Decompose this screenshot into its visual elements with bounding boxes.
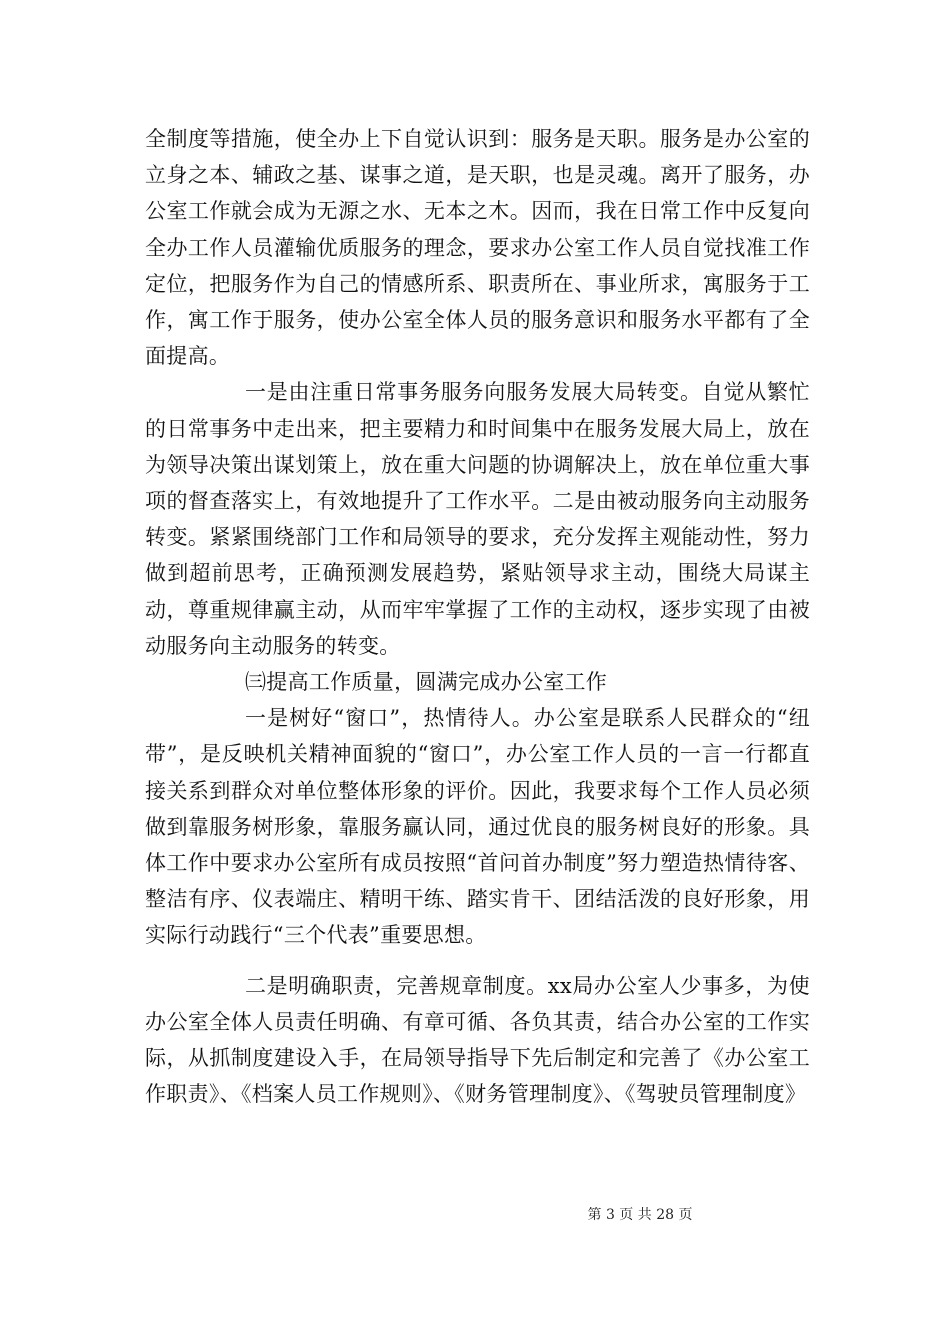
paragraph-service-transformation: 一是由注重日常事务服务向服务发展大局转变。自觉从繁忙的日常事务中走出来，把主要精力和时间集中在服务发展大局上，放在为领导决策出谋划策上，放在重大问题的协调解决上，放在单位重大事项的督查落实上，有效地提升了工作水平。二是由被动服务向主动服务转变。紧紧围绕部门工作和局领导的要求，充分发挥主观能动性，努力做到超前思考，正确预测发展趋势，紧贴领导求主动，围绕大局谋主动，尊重规律赢主动，从而牢牢掌握了工作的主动权，逐步实现了由被动服务向主动服务的转变。 [145, 380, 810, 658]
paragraph-rules-system: 二是明确职责，完善规章制度。xx局办公室人少事多，为使办公室全体人员责任明确、有章可循、各负其责，结合办公室的工作实际，从抓制度建设入手，在局领导指导下先后制定和完善了《办公室工作职责》、《档案人员工作规则》、《财务管理制度》、《驾驶员管理制度》 [145, 973, 810, 1107]
document-body [145, 121, 810, 1112]
page-number-footer: 第 3 页 共 28 页 [587, 1207, 693, 1223]
paragraph-service-awareness: 全制度等措施，使全办上下自觉认识到：服务是天职。服务是办公室的立身之本、辅政之基、谋事之道，是天职，也是灵魂。离开了服务，办公室工作就会成为无源之水、无本之木。因而，我在日常工作中反复向全办工作人员灌输优质服务的理念，要求办公室工作人员自觉找准工作定位，把服务作为自己的情感所系、职责所在、事业所求，寓服务于工作，寓工作于服务，使办公室全体人员的服务意识和服务水平都有了全面提高。 [145, 127, 810, 369]
paragraph-window-service: 一是树好“窗口”，热情待人。办公室是联系人民群众的“纽带”，是反映机关精神面貌的“窗口”，办公室工作人员的一言一行都直接关系到群众对单位整体形象的评价。因此，我要求每个工作人员必须做到靠服务树形象，靠服务赢认同，通过优良的服务树良好的形象。具体工作中要求办公室所有成员按照“首问首办制度”努力塑造热情待客、整洁有序、仪表端庄、精明干练、踏实肯干、团结活泼的良好形象，用实际行动践行“三个代表”重要思想。 [145, 706, 810, 948]
section-heading-work-quality: ㈢提高工作质量，圆满完成办公室工作 [245, 670, 608, 695]
